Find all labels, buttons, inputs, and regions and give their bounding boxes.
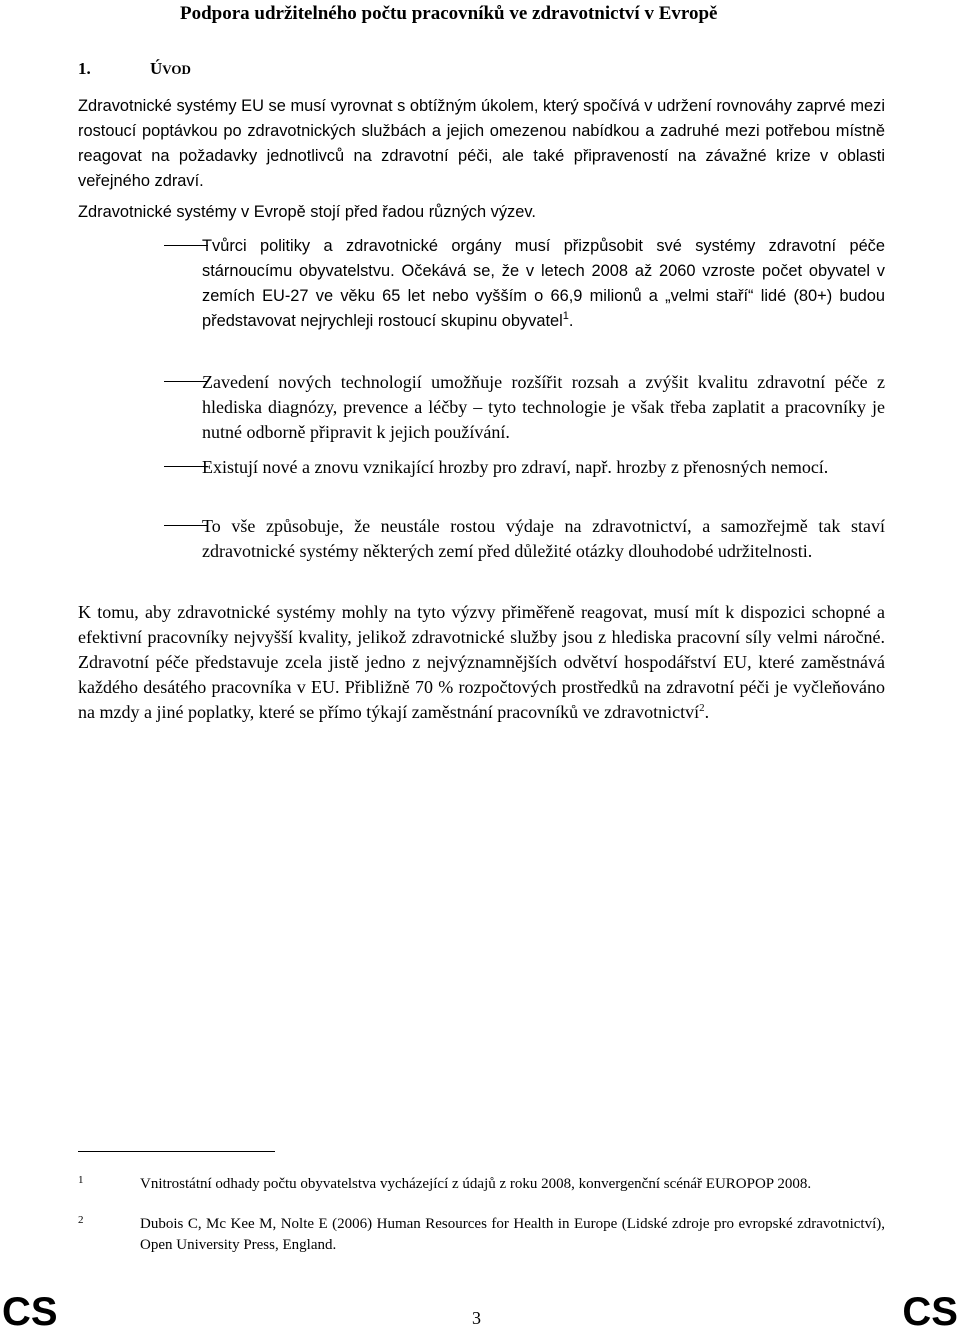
- bullet-text: To vše způsobuje, že neustále rostou výdaje na zdravotnictví, a samozřejmě tak staví zdravotnické systémy některých zemí před důležité otázky dlouhodobé udržitelnosti.: [202, 516, 885, 561]
- bullet-text: Tvůrci politiky a zdravotnické orgány musí přizpůsobit své systémy zdravotní péče stárnoucímu obyvatelstvu. Očekává se, že v letech 2008 až 2060 vzroste počet obyvatel v zemích EU-27 ve věku 65 let nebo vyšším o 66,9 milionů a „velmi staří“ lidé (80+) budou představovat nejrychleji rostoucí skupinu obyvatel$^1$.: [202, 237, 885, 330]
- bullet-text: Zavedení nových technologií umožňuje rozšířit rozsah a zvýšit kvalitu zdravotní péče z hlediska diagnózy, prevence a léčby – tyto technologie je však třeba zaplatit a pracovníky je nutné odborně připravit k jejich používání.: [202, 372, 885, 442]
- section-heading: [78, 58, 191, 81]
- footnote-separator: [78, 1151, 275, 1152]
- footnote-text: Vnitrostátní odhady počtu obyvatelstva vycházející z údajů z roku 2008, konvergenční scénář EUROPOP 2008.: [140, 1176, 812, 1192]
- conclusion-paragraph: K tomu, aby zdravotnické systémy mohly na tyto výzvy přiměřeně reagovat, musí mít k dispozici schopné a efektivní pracovníky nejvyšší kvality, jelikož zdravotnické služby jsou z hlediska pracovní síly velmi náročné. Zdravotní péče představuje zcela jistě jedno z nejvýznamnějších odvětví hospodářství EU, které zaměstnává každého desátého pracovníka v EU. Přibližně 70 % rozpočtových prostředků na zdravotní péči je vyčleňováno na mzdy a jiné poplatky, které se přímo týkají zaměstnání pracovníků ve zdravotnictví$^2$.: [78, 602, 885, 722]
- footnote-number: 2: [78, 1214, 84, 1226]
- section-title-rest: VOD: [162, 62, 191, 77]
- bullet-text: Existují nové a znovu vznikající hrozby pro zdraví, např. hrozby z přenosných nemocí.: [202, 457, 829, 477]
- language-code-right: CS: [902, 1290, 958, 1334]
- page-header-title: Podpora udržitelného počtu pracovníků ve zdravotnictví v Evropě: [180, 3, 718, 24]
- section-number: 1.: [78, 59, 91, 78]
- section-title-initial: Ú: [150, 59, 163, 78]
- language-code-left: CS: [2, 1290, 58, 1334]
- footnote-ref: 1: [562, 310, 569, 322]
- footnote-ref: 2: [699, 702, 705, 714]
- challenges-paragraph: Zdravotnické systémy v Evropě stojí před řadou různých výzev.: [78, 203, 536, 221]
- page-number: 3: [472, 1308, 481, 1328]
- footnote-number: 1: [78, 1174, 84, 1186]
- footnote-text: Dubois C, Mc Kee M, Nolte E (2006) Human Resources for Health in Europe (Lidské zdroje pro evropské zdravotnictví), Open University Press, England.: [140, 1216, 885, 1253]
- intro-paragraph: Zdravotnické systémy EU se musí vyrovnat s obtížným úkolem, který spočívá v udržení rovnováhy zaprvé mezi rostoucí poptávkou po zdravotnických službách a jejich omezenou nabídkou a zadruhé mezi potřebou místně reagovat na požadavky jednotlivců na zdravotní péči, ale také připraveností na závažné krize v oblasti veřejného zdraví.: [78, 97, 885, 190]
